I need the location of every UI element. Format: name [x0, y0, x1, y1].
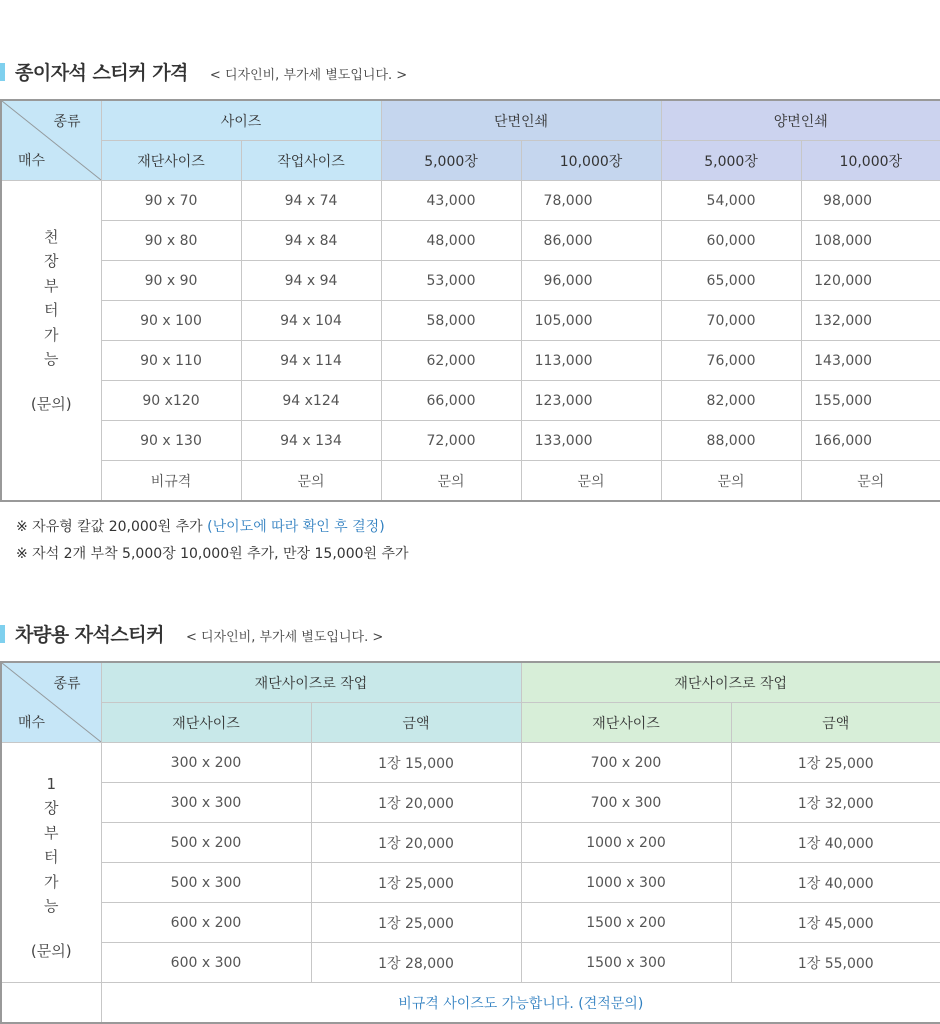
side-char: 천 — [44, 227, 59, 246]
table-row — [1, 743, 940, 783]
cell-s5: 43,000 — [381, 181, 521, 221]
single-5000-header: 5,000장 — [381, 141, 521, 181]
cell-size_l: 300 x 200 — [101, 743, 311, 783]
side-char: 부 — [44, 276, 59, 295]
side-char: 터 — [44, 301, 59, 320]
double-5000-header: 5,000장 — [661, 141, 801, 181]
vehicle-magnet-price-table — [0, 661, 940, 1024]
table-row — [1, 261, 940, 301]
cell-size_l: 600 x 200 — [101, 903, 311, 943]
cell-size_l: 500 x 200 — [101, 823, 311, 863]
cell-price_l: 1장 20,000 — [311, 783, 521, 823]
min-qty-side-cell — [1, 181, 101, 502]
cell-price_r: 1장 32,000 — [731, 783, 940, 823]
price-notes — [16, 514, 409, 568]
cell-d10: 143,000 — [801, 341, 940, 381]
cell-size_r: 1000 x 200 — [521, 823, 731, 863]
cell-s5: 문의 — [381, 461, 521, 502]
cell-work: 문의 — [241, 461, 381, 502]
cell-cut: 90 x 70 — [101, 181, 241, 221]
cell-price_r: 1장 55,000 — [731, 943, 940, 983]
cell-d5: 문의 — [661, 461, 801, 502]
table-row — [1, 181, 940, 221]
side-char: 가 — [44, 872, 59, 891]
table-row — [1, 823, 940, 863]
work-size-header: 작업사이즈 — [241, 141, 381, 181]
cell-size_r: 700 x 300 — [521, 783, 731, 823]
side-char: 가 — [44, 325, 59, 344]
table-row — [1, 421, 940, 461]
cell-s10: 96,000 — [521, 261, 661, 301]
cell-s5: 66,000 — [381, 381, 521, 421]
cell-d5: 76,000 — [661, 341, 801, 381]
cell-s10: 105,000 — [521, 301, 661, 341]
cell-d5: 54,000 — [661, 181, 801, 221]
cell-work: 94 x 74 — [241, 181, 381, 221]
size-group-header: 사이즈 — [101, 100, 381, 141]
cell-d5: 82,000 — [661, 381, 801, 421]
cell-cut: 90 x 80 — [101, 221, 241, 261]
corner-type-label: 종류 — [53, 676, 81, 692]
cell-size_l: 600 x 300 — [101, 943, 311, 983]
cell-cut: 90 x 130 — [101, 421, 241, 461]
note-knife-fee: ※ 자유형 칼값 20,000원 추가 — [16, 519, 208, 535]
cell-price_l: 1장 25,000 — [311, 863, 521, 903]
side-char: 장 — [44, 252, 59, 271]
cell-price_r: 1장 25,000 — [731, 743, 940, 783]
table-row — [1, 863, 940, 903]
cell-d10: 문의 — [801, 461, 940, 502]
cell-price_r: 1장 45,000 — [731, 903, 940, 943]
single-10000-header: 10,000장 — [521, 141, 661, 181]
paper-magnet-price-table — [0, 99, 940, 502]
left-price-header: 금액 — [311, 703, 521, 743]
cell-s10: 78,000 — [521, 181, 661, 221]
cell-size_r: 1500 x 300 — [521, 943, 731, 983]
cell-d10: 120,000 — [801, 261, 940, 301]
cell-cut: 비규격 — [101, 461, 241, 502]
cell-cut: 90 x 100 — [101, 301, 241, 341]
side-char: 1 — [46, 774, 57, 793]
paper-magnet-table-body — [1, 181, 940, 502]
right-cut-size-header: 재단사이즈 — [521, 703, 731, 743]
title-accent-bar — [0, 625, 5, 643]
corner-type-label: 종류 — [53, 114, 81, 130]
cell-price_l: 1장 20,000 — [311, 823, 521, 863]
table-row — [1, 221, 940, 261]
cell-s5: 58,000 — [381, 301, 521, 341]
table-row — [1, 903, 940, 943]
cell-s5: 53,000 — [381, 261, 521, 301]
double-10000-header: 10,000장 — [801, 141, 940, 181]
cell-size_l: 300 x 300 — [101, 783, 311, 823]
cell-price_r: 1장 40,000 — [731, 823, 940, 863]
cell-d5: 70,000 — [661, 301, 801, 341]
table-row — [1, 943, 940, 983]
cell-s10: 문의 — [521, 461, 661, 502]
cell-price_l: 1장 25,000 — [311, 903, 521, 943]
right-group-header: 재단사이즈로 작업 — [521, 662, 940, 703]
cell-s5: 72,000 — [381, 421, 521, 461]
cell-work: 94 x 84 — [241, 221, 381, 261]
cell-work: 94 x 114 — [241, 341, 381, 381]
cell-size_r: 1000 x 300 — [521, 863, 731, 903]
cell-work: 94 x 104 — [241, 301, 381, 341]
left-cut-size-header: 재단사이즈 — [101, 703, 311, 743]
cell-s5: 48,000 — [381, 221, 521, 261]
cell-price_l: 1장 15,000 — [311, 743, 521, 783]
custom-size-note: 비규격 사이즈도 가능합니다. (견적문의) — [101, 983, 940, 1024]
cell-d5: 60,000 — [661, 221, 801, 261]
side-inquiry: (문의) — [30, 941, 72, 960]
double-print-header: 양면인쇄 — [661, 100, 940, 141]
right-price-header: 금액 — [731, 703, 940, 743]
cell-d10: 98,000 — [801, 181, 940, 221]
section1-title: 종이자석 스티커 가격 — [15, 62, 188, 84]
cell-s10: 133,000 — [521, 421, 661, 461]
corner-qty-label: 매수 — [18, 153, 46, 169]
cell-work: 94 x 94 — [241, 261, 381, 301]
table-row — [1, 341, 940, 381]
cell-d10: 155,000 — [801, 381, 940, 421]
title-accent-bar — [0, 63, 5, 81]
cell-work: 94 x 134 — [241, 421, 381, 461]
section1-header — [0, 58, 407, 85]
side-char: 능 — [44, 350, 59, 369]
side-char: 부 — [44, 823, 59, 842]
cell-d5: 65,000 — [661, 261, 801, 301]
cell-d10: 166,000 — [801, 421, 940, 461]
table-row — [1, 783, 940, 823]
corner-header-cell — [1, 662, 101, 743]
cell-price_r: 1장 40,000 — [731, 863, 940, 903]
cell-s10: 123,000 — [521, 381, 661, 421]
cut-size-header: 재단사이즈 — [101, 141, 241, 181]
cell-d10: 132,000 — [801, 301, 940, 341]
side-char: 터 — [44, 848, 59, 867]
section2-title: 차량용 자석스티커 — [15, 624, 164, 646]
corner-qty-label: 매수 — [18, 715, 46, 731]
side-inquiry: (문의) — [30, 394, 72, 413]
section1-note: < 디자인비, 부가세 별도입니다. > — [209, 68, 408, 83]
cell-cut: 90 x120 — [101, 381, 241, 421]
note-knife-fee-detail: (난이도에 따라 확인 후 결정) — [207, 519, 385, 535]
cell-size_r: 700 x 200 — [521, 743, 731, 783]
cell-s10: 86,000 — [521, 221, 661, 261]
table-row — [1, 301, 940, 341]
table-row — [1, 461, 940, 502]
cell-size_l: 500 x 300 — [101, 863, 311, 903]
footer-side-cell — [1, 983, 101, 1024]
cell-d5: 88,000 — [661, 421, 801, 461]
table-footer-row — [1, 983, 940, 1024]
single-print-header: 단면인쇄 — [381, 100, 661, 141]
cell-price_l: 1장 28,000 — [311, 943, 521, 983]
vehicle-magnet-table-body — [1, 743, 940, 1024]
cell-d10: 108,000 — [801, 221, 940, 261]
cell-cut: 90 x 110 — [101, 341, 241, 381]
cell-cut: 90 x 90 — [101, 261, 241, 301]
table-row — [1, 381, 940, 421]
cell-work: 94 x124 — [241, 381, 381, 421]
side-char: 능 — [44, 897, 59, 916]
min-qty-side-cell — [1, 743, 101, 983]
cell-size_r: 1500 x 200 — [521, 903, 731, 943]
cell-s10: 113,000 — [521, 341, 661, 381]
section2-note: < 디자인비, 부가세 별도입니다. > — [185, 630, 384, 645]
side-char: 장 — [44, 799, 59, 818]
cell-s5: 62,000 — [381, 341, 521, 381]
note-line-1 — [16, 514, 409, 541]
note-line-2: ※ 자석 2개 부착 5,000장 10,000원 추가, 만장 15,000원 추가 — [16, 546, 409, 562]
section2-header — [0, 620, 383, 647]
corner-header-cell — [1, 100, 101, 181]
left-group-header: 재단사이즈로 작업 — [101, 662, 521, 703]
